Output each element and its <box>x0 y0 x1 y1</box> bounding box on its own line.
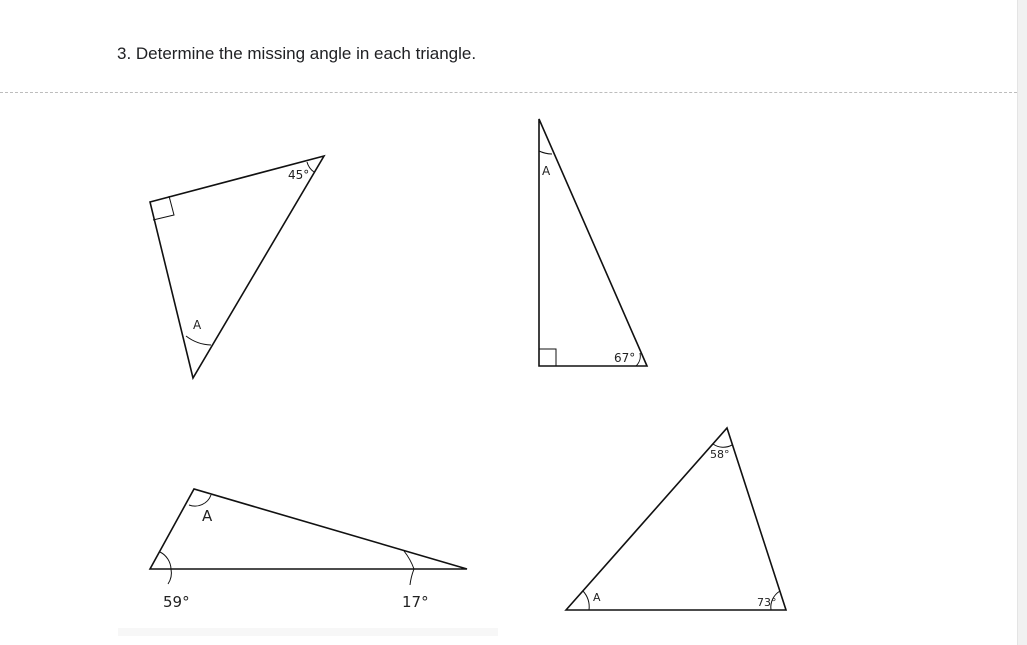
triangle-2-67-arc <box>636 353 640 366</box>
triangle-1 <box>150 156 324 378</box>
triangle-4-outline <box>566 428 786 610</box>
triangle-3-17-arc-lower <box>410 569 414 585</box>
triangle-3-label-59: 59° <box>163 593 190 611</box>
triangle-1-angle-a-arc <box>186 336 211 345</box>
triangle-4-label-a: A <box>593 591 601 604</box>
triangle-3-59-arc-lower <box>168 569 171 584</box>
question-title: 3. Determine the missing angle in each triangle. <box>117 44 477 63</box>
triangle-2 <box>539 119 647 366</box>
triangle-2-right-angle-mark <box>539 349 556 366</box>
triangle-3-label-a: A <box>202 507 213 525</box>
triangle-2-label-a: A <box>542 164 551 178</box>
triangle-2-label-67: 67° <box>614 351 636 365</box>
scrollbar[interactable] <box>1017 0 1027 645</box>
triangle-3-outline <box>150 489 467 569</box>
triangle-3-angle-a-arc <box>189 495 211 506</box>
triangle-2-angle-a-arc <box>539 151 552 154</box>
triangle-4-label-58: 58° <box>710 448 730 461</box>
triangle-4-58-arc <box>713 444 732 447</box>
triangle-1-label-a: A <box>193 318 202 332</box>
triangle-1-outline <box>150 156 324 378</box>
triangle-1-label-45: 45° <box>288 168 310 182</box>
triangle-4-angle-a-arc <box>583 591 589 610</box>
triangle-3 <box>150 489 467 611</box>
triangle-3-59-arc-upper <box>160 552 171 569</box>
triangle-4-label-73: 73° <box>757 596 777 609</box>
triangle-2-outline <box>539 119 647 366</box>
triangle-3-label-17: 17° <box>402 593 429 611</box>
triangle-4 <box>566 428 786 610</box>
